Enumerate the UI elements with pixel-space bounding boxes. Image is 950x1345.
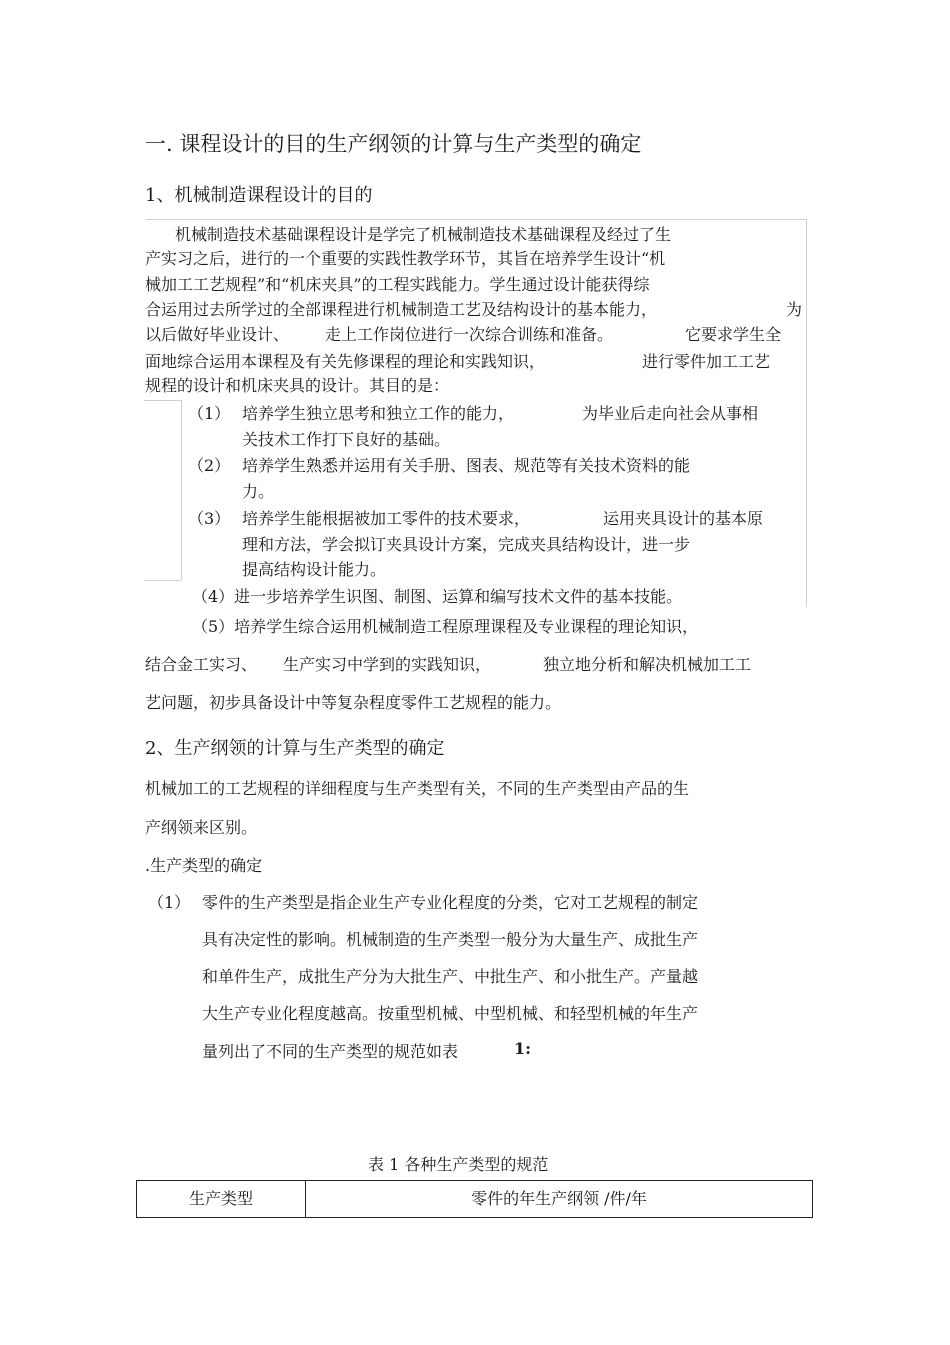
- sub2-item-number: （1）: [148, 893, 191, 912]
- item-5: （5）培养学生综合运用机械制造工程原理课程及专业课程的理论知识，: [192, 617, 699, 636]
- item-3-text-c: 理和方法，学会拟订夹具设计方案，完成夹具结构设计，进一步: [242, 535, 691, 554]
- frame-left-bottom: [144, 580, 181, 581]
- intro-frag-yaoqiu: 它要求学生全: [685, 325, 782, 344]
- item-3-text-d: 提高结构设计能力。: [242, 560, 387, 579]
- intro-line-2: 产实习之后，进行的一个重要的实践性教学环节，其旨在培养学生设计“机: [145, 249, 666, 268]
- section-title: 一. 课程设计的目的生产纲领的计算与生产类型的确定: [145, 132, 642, 156]
- item-4: （4）进一步培养学生识图、制图、运算和编写技术文件的基本技能。: [192, 587, 683, 606]
- item-2-text-a: 培养学生熟悉并运用有关手册、图表、规范等有关技术资料的能: [242, 456, 691, 475]
- cont-frag-2: 生产实习中学到的实践知识，: [283, 655, 492, 674]
- frame-left-inner: [181, 400, 182, 580]
- item-1-text-c: 关技术工作打下良好的基础。: [242, 430, 451, 449]
- production-type-subheading: .生产类型的确定: [145, 856, 263, 875]
- intro-line-1: 机械制造技术基础课程设计是学完了机械制造技术基础课程及经过了生: [175, 225, 672, 244]
- cont-frag-1: 结合金工实习、: [145, 655, 258, 674]
- item-2-text-b: 力。: [242, 482, 275, 501]
- subsection-title-1: 1、机械制造课程设计的目的: [145, 185, 373, 206]
- table-header-production-type: 生产类型: [188, 1189, 253, 1208]
- sub2-item-line-5: 量列出了不同的生产类型的规范如表: [202, 1042, 459, 1061]
- item-3-text-a: 培养学生能根据被加工零件的技术要求，: [242, 509, 531, 528]
- intro-frag-wei: 为: [786, 300, 803, 319]
- intro-line-4: 合运用过去所学过的全部课程进行机械制造工艺及结构设计的基本能力，: [145, 300, 658, 319]
- cont-frag-3: 独立地分析和解决机械加工工: [543, 655, 752, 674]
- cont-frag-4: 艺问题，初步具备设计中等复杂程度零件工艺规程的能力。: [145, 693, 562, 712]
- item-2-number: （2）: [188, 456, 231, 475]
- frame-left-top: [144, 400, 181, 401]
- sub2-para-line-1: 机械加工的工艺规程的详细程度与生产类型有关，不同的生产类型由产品的生: [145, 779, 690, 798]
- table-caption: 表 1 各种生产类型的规范: [368, 1155, 549, 1174]
- item-3-text-b: 运用夹具设计的基本原: [603, 509, 764, 528]
- frame-top: [146, 219, 806, 220]
- intro-line-5: 以后做好毕业设计、: [145, 325, 290, 344]
- frame-right: [806, 219, 807, 607]
- item-1-text-b: 为毕业后走向社会从事相: [582, 404, 759, 423]
- intro-line-7: 规程的设计和机床夹具的设计。其目的是：: [145, 376, 450, 395]
- intro-frag-jinxing: 进行零件加工工艺: [642, 352, 771, 371]
- table-reference: 1:: [514, 1039, 532, 1058]
- item-3-number: （3）: [188, 509, 231, 528]
- intro-frag-zoushang: 走上工作岗位进行一次综合训练和准备。: [325, 325, 614, 344]
- intro-line-3: 械加工工艺规程”和“机床夹具”的工程实践能力。学生通过设计能获得综: [145, 275, 650, 294]
- item-1-number: （1）: [188, 404, 231, 423]
- sub2-item-line-1: 零件的生产类型是指企业生产专业化程度的分类，它对工艺规程的制定: [202, 893, 699, 912]
- sub2-item-line-3: 和单件生产，成批生产分为大批生产、中批生产、和小批生产。产量越: [202, 967, 699, 986]
- sub2-item-line-2: 具有决定性的影响。机械制造的生产类型一般分为大量生产、成批生产: [202, 930, 699, 949]
- intro-line-6: 面地综合运用本课程及有关先修课程的理论和实践知识，: [145, 352, 546, 371]
- table-header-annual-output: 零件的年生产纲领 /件/年: [471, 1189, 647, 1208]
- sub2-para-line-2: 产纲领来区别。: [145, 818, 258, 837]
- sub2-item-line-4: 大生产专业化程度越高。按重型机械、中型机械、和轻型机械的年生产: [202, 1004, 699, 1023]
- item-1-text-a: 培养学生独立思考和独立工作的能力，: [242, 404, 515, 423]
- subsection-title-2: 2、生产纲领的计算与生产类型的确定: [145, 738, 445, 759]
- production-type-table: [136, 1180, 813, 1218]
